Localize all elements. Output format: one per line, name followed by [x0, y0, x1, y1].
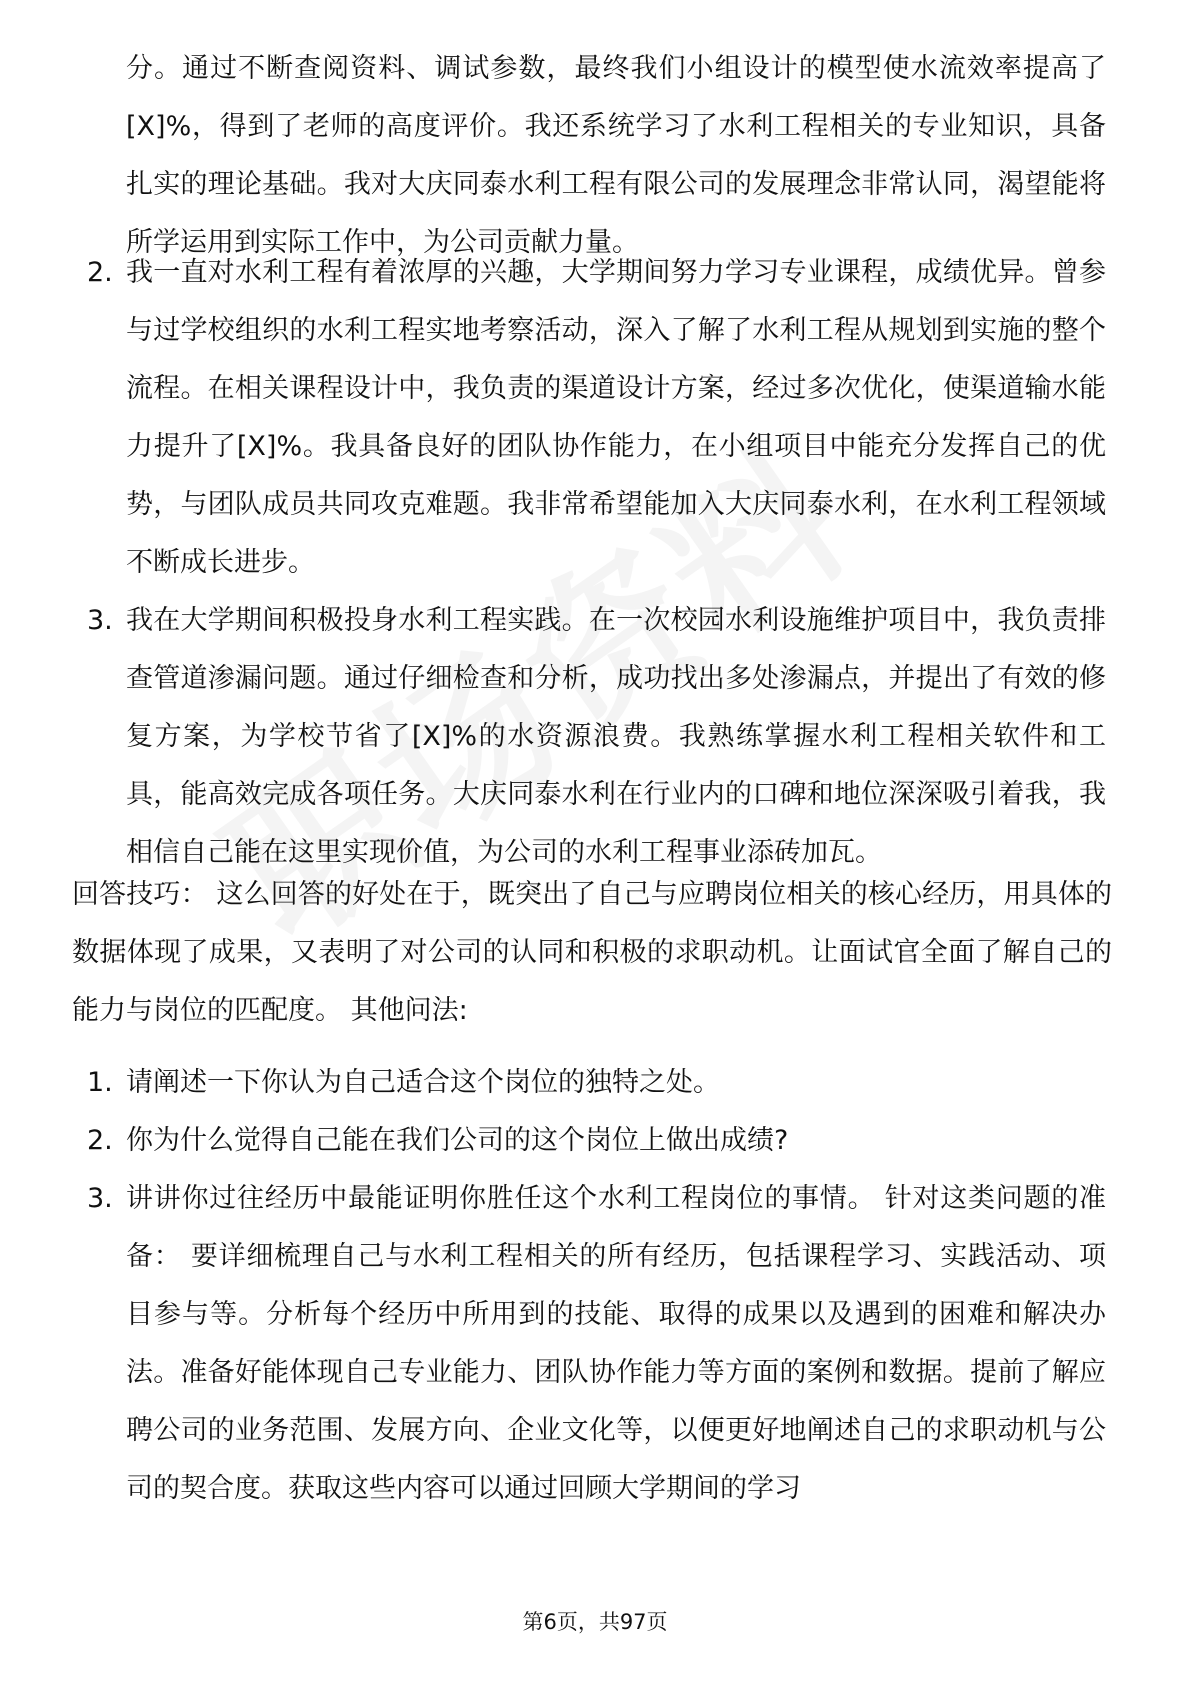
list-item: [0, 1170, 1106, 1518]
list-item-text: 请阐述一下你认为自己适合这个岗位的独特之处。: [126, 1067, 720, 1098]
list-number: 1.: [87, 1067, 113, 1098]
list-item: [0, 244, 1106, 592]
list-item-text: 你为什么觉得自己能在我们公司的这个岗位上做出成绩?: [126, 1125, 789, 1156]
list-item: [0, 1054, 1106, 1112]
answer-tips-paragraph: 回答技巧： 这么回答的好处在于，既突出了自己与应聘岗位相关的核心经历，用具体的数据体现了成果，又表明了对公司的认同和积极的求职动机。让面试官全面了解自己的能力与岗位的匹配度。 其他问法:: [72, 879, 1112, 1026]
continued-answer-paragraph: 分。通过不断查阅资料、调试参数，最终我们小组设计的模型使水流效率提高了[X]%，得到了老师的高度评价。我还系统学习了水利工程相关的专业知识，具备扎实的理论基础。我对大庆同泰水利工程有限公司的发展理念非常认同，渴望能将所学运用到实际工作中，为公司贡献力量。: [126, 53, 1106, 258]
list-item-text: 讲讲你过往经历中最能证明你胜任这个水利工程岗位的事情。 针对这类问题的准备： 要详细梳理自己与水利工程相关的所有经历，包括课程学习、实践活动、项目参与等。分析每个经历中所用到的技能、取得的成果以及遇到的困难和解决办法。准备好能体现自己专业能力、团队协作能力等方面的案例和数据。提前了解应聘公司的业务范围、发展方向、企业文化等，以便更好地阐述自己的求职动机与公司的契合度。获取这些内容可以通过回顾大学期间的学习: [126, 1183, 1106, 1504]
list-number: 3.: [87, 1183, 113, 1214]
list-item: [0, 592, 1106, 882]
answer-list: [0, 244, 1190, 882]
list-item-text: 我一直对水利工程有着浓厚的兴趣，大学期间努力学习专业课程，成绩优异。曾参与过学校组织的水利工程实地考察活动，深入了解了水利工程从规划到实施的整个流程。在相关课程设计中，我负责的渠道设计方案，经过多次优化，使渠道输水能力提升了[X]%。我具备良好的团队协作能力，在小组项目中能充分发挥自己的优势，与团队成员共同攻克难题。我非常希望能加入大庆同泰水利，在水利工程领域不断成长进步。: [126, 257, 1106, 578]
list-number: 2.: [87, 1125, 113, 1156]
list-item-text: 我在大学期间积极投身水利工程实践。在一次校园水利设施维护项目中，我负责排查管道渗漏问题。通过仔细检查和分析，成功找出多处渗漏点，并提出了有效的修复方案，为学校节省了[X]%的水资源浪费。我熟练掌握水利工程相关软件和工具，能高效完成各项任务。大庆同泰水利在行业内的口碑和地位深深吸引着我，我相信自己能在这里实现价值，为公司的水利工程事业添砖加瓦。: [126, 605, 1106, 868]
other-questions-list: [0, 1054, 1190, 1518]
page-footer: 第6页，共97页: [522, 1610, 668, 1634]
list-number: 3.: [87, 605, 113, 636]
list-item: [0, 1112, 1106, 1170]
list-number: 2.: [87, 257, 113, 288]
